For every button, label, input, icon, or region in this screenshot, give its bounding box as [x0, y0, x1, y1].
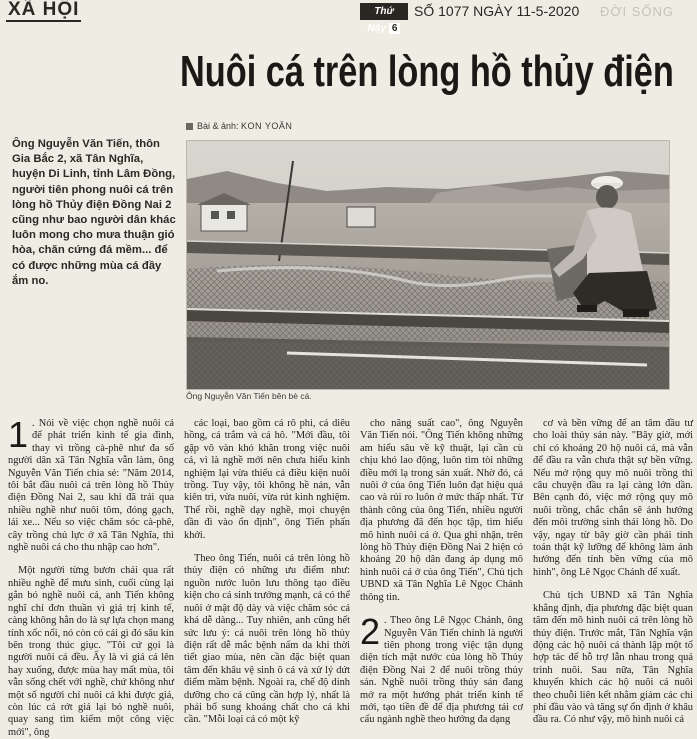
paragraph: cơ và bền vững để an tâm đầu tư cho loài thủy sản này. "Bây giờ, mới chỉ có khoảng 20 hộ nuôi cá, mà vẫn để đầu ra vẫn chưa thật sự bền vững. Nếu mở rộng quy mô nuôi trồng thì câu chuyện đầu ra lại càng lớn dần. Bên cạnh đó, việc mở rộng quy mô nuôi trồng, chắc chắn sẽ ảnh hưởng đến môi trường sinh thái lòng hồ. Do vậy, ngay từ bây giờ cần phải tính toán thật kỹ lưỡng để không làm ảnh hưởng đến tính bền vững của mô hình", ông Lê Ngọc Chánh để xuất.	[533, 418, 693, 578]
article-column-3	[360, 418, 523, 727]
logo-text: Thứ Năy	[367, 6, 394, 34]
paragraph: Một người từng bươn chải qua rất nhiều nghề để mưu sinh, cuối cùng lại gắn bó nghề nuôi cá, anh Tiến không nghĩ chỉ đơn thuần vì giá trị kinh tế, càng không hẳn do là sự lựa chọn mang tính xốc nổi, nó còn có cái gì đó sâu kín bên trong thúc giục. "Tôi cứ gọi là người nuôi cá đều. Ấy là vì giá cá lên hay xuống, được mùa hay mất mùa, tôi vẫn sống chết với nghề, chứ không như một số người chỉ nuôi cá khi được giá, còn lúc cá rớt giá lại bỏ nghề nuôi, quay sang tìm kiếm một công việc mới", ông	[8, 565, 174, 738]
byline-author: KON YOĂN	[241, 121, 293, 131]
publication-logo	[360, 3, 408, 34]
paragraph: cho năng suất cao", ông Nguyễn Văn Tiến nói. "Ông Tiến không những am hiểu sâu về kỹ thuật, lại cần cù chịu khó lao động, luôn tìm tòi những điều mới lạ trong sản xuất. Nhờ đó, cá nuôi ở của ông Tiến luôn đạt hiệu quả cao và rủi ro luôn ở mức thấp nhất. Từ thành công của ông Tiến, nhiều người địa phương đã đến học tập, tìm hiểu mô hình nuôi cá ở. Qua ghi nhận, trên lòng hồ Thủy điện Đồng Nai 2 hiện có khoảng 20 hộ dân đang áp dụng mô hình nuôi cá ở của ông Tiến", Chủ tịch UBND xã Tân Nghĩa Lê Ngọc Chánh thông tin.	[360, 418, 523, 603]
paragraph	[8, 414, 174, 554]
page-number: 6	[389, 23, 401, 34]
issue-info: SỐ 1077 NGÀY 11-5-2020	[414, 3, 580, 19]
photo-caption: Ông Nguyễn Văn Tiến bên bè cá.	[186, 391, 312, 401]
section-label: XÃ HỘI	[8, 0, 80, 20]
article-headline: Nuôi cá trên lòng hồ thủy điện	[180, 47, 674, 96]
byline-label: Bài & ảnh:	[197, 121, 239, 131]
paragraph-text: . Nói về việc chọn nghề nuôi cá để phát triển kinh tế gia đình, thay vì trồng cà-phê như đa số người dân xã Tân Nghĩa vẫn làm, ông Nguyễn Văn Tiến chia sẻ: "Năm 2014, tôi bắt đầu nuôi cá trên lòng hồ Thủy điện Đồng Nai 2, sau khi đã trải qua nhiều nghề như nuôi tôm, đóng gạch, lái xe... Nếu so việc chăm sóc cà-phê, cây trồng chủ lực ở xã Tân Nghĩa, thì nghề nuôi cá cho thu nhập cao hơn".	[8, 418, 174, 554]
paragraph	[360, 611, 523, 727]
paragraph: Theo ông Tiến, nuôi cá trên lòng hồ thủy điện có những ưu điểm như: nguồn nước luôn lưu thông tạo điều kiện cho cá sinh trưởng mạnh, cá có thể nuôi ở mật độ dày và việc chăm sóc cá khá dễ dàng... Tuy nhiên, anh cũng hết sức lưu ý: cá nuôi trên lòng hồ thủy điện rất dễ mắc bệnh nấm da khi thời tiết giao mùa, nên cần đặc biệt quan tâm đến khâu vệ sinh ô cá và xử lý dứt điểm mầm bệnh. Ngoài ra, chế độ dinh dưỡng cho cá cũng cần hợp lý, nhất là phải bổ sung khoáng chất cho cá khi cần. "Mỗi loại cá có một kỹ	[184, 553, 350, 726]
drop-cap: 2	[360, 611, 381, 653]
paragraph: Chủ tịch UBND xã Tân Nghĩa khẳng định, địa phương đặc biệt quan tâm đến mô hình nuôi cá trên lòng hồ thủy điện. Trước mắt, Tân Nghĩa vận động các hộ nuôi cá thành lập một tổ hợp tác để hỗ trợ lẫn nhau trong quá trình nuôi. Sau nữa, Tân Nghĩa khuyến khích các hộ nuôi cá nuôi theo chuỗi liên kết nhằm giảm các chi phí đầu vào và tăng sự ổn định ở khâu đầu ra. Có như vậy, mô hình nuôi cá	[533, 590, 693, 726]
fish-farm-photo	[187, 141, 669, 389]
paragraph-text: . Theo ông Lê Ngọc Chánh, ông Nguyễn Văn Tiến chính là người tiên phong trong việc tận dụng diện tích mặt nước của lòng hồ Thủy điện Đồng Nai 2 để nuôi trồng thủy sản. Nghề nuôi trồng thủy sản đang mở ra một hướng phát triển kinh tế mới, tạo tiền đề để địa phương tái cơ cấu ngành nghề theo hướng đa dạng	[360, 615, 523, 726]
article-photo	[186, 140, 670, 390]
article-column-2	[184, 418, 350, 727]
drop-cap: 1	[8, 414, 29, 455]
article-column-4	[533, 418, 693, 727]
byline-square-icon	[186, 123, 193, 130]
article-lede: Ông Nguyễn Văn Tiến, thôn Gia Bắc 2, xã Tân Nghĩa, huyện Di Linh, tỉnh Lâm Đồng, người tiên phong nuôi cá trên lòng hồ Thủy điện Đồng Nai 2 cũng như bao người dân khác luôn mong cho mưa thuận gió hòa, chăn cứng đá mềm... để có được những mùa cá đầy ắm no.	[12, 138, 176, 287]
byline	[186, 121, 292, 131]
paragraph: các loại, bao gồm cá rô phi, cá diêu hồng, cá trắm và cá hô. "Mới đầu, tôi gặp vô vàn khó khăn trong việc nuôi cá, vì là nghề mới nên chưa hiểu kinh nghiệm lại vừa thiếu cả điều kiện nuôi trồng. Tuy vậy, tôi không hề nản, vẫn kiên trì, vừa nuôi, vừa rút kinh nghiệm. Thế rồi, nghề dạy nghề, mọi chuyện dần đi vào ổn định", ông Tiến phấn khởi.	[184, 418, 350, 541]
article-column-1	[8, 414, 174, 739]
next-page-ghost-text: ĐỜI SỐNG	[600, 4, 675, 19]
